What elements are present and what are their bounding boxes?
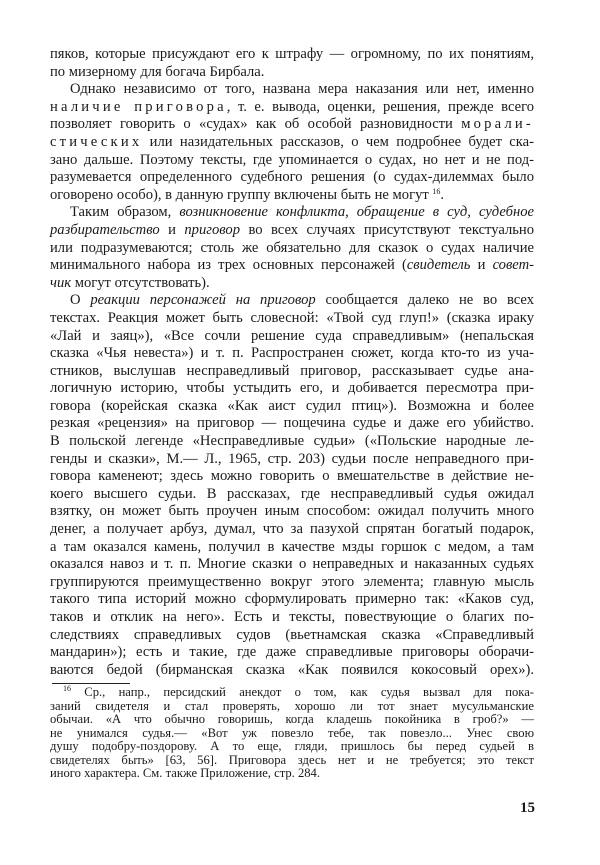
- text-line: [50, 627, 534, 645]
- footnote-line: [50, 713, 534, 727]
- text-line: [50, 398, 534, 416]
- text-segment: Однако независимо от того, названа мера наказания или нет, именно: [70, 81, 534, 98]
- text-line: [50, 609, 534, 627]
- text-line: [50, 310, 534, 328]
- text-line: [50, 187, 534, 205]
- text-line: [50, 433, 534, 451]
- text-segment: сообщается далеко не во всех: [315, 292, 534, 309]
- text-segment: или назидательных рассказов, о чем подробнее будет ска-: [142, 133, 534, 150]
- italic-text: свидетель: [406, 257, 471, 274]
- spaced-text: стических: [50, 133, 143, 150]
- text-line: [50, 46, 534, 64]
- text-segment: обычаи. «А что обычно говоришь, когда кладешь покойника в гроб?» —: [50, 712, 534, 726]
- text-segment: Таким образом,: [70, 204, 180, 221]
- text-line: [50, 415, 534, 433]
- text-line: [50, 169, 534, 187]
- text-segment: и: [470, 257, 493, 274]
- text-line: [50, 486, 534, 504]
- text-line: [50, 99, 534, 117]
- text-line: [50, 257, 534, 275]
- text-segment: стников, выслушав несправедливый приговор, рассказывает судье ана-: [50, 362, 534, 379]
- text-segment: Ср., напр., персидский анекдот о том, как судья вызвал для пока-: [71, 685, 534, 699]
- text-segment: или подразумеваются; столь же обязательно для сказок о судах наличие: [50, 239, 534, 256]
- text-segment: сказка «Чья невеста») и т. п. Распространен сюжет, когда кто-то из уча-: [50, 345, 534, 362]
- text-segment: «Лай и заяц»), «Все сочли решение суда справедливым» (непальская: [50, 327, 534, 344]
- footnote-ref: 16: [63, 684, 71, 693]
- text-segment: взятку, он может быть проучен иным способом: ожидал получить много: [50, 503, 534, 520]
- text-segment: по мизерному для богача Бирбала.: [50, 63, 265, 80]
- text-line: [50, 81, 534, 99]
- footnote-line: [50, 727, 534, 741]
- text-segment: резкая «рецензия» на приговор — пощечина судье и даже его убийство.: [50, 415, 534, 432]
- text-line: [50, 345, 534, 363]
- text-segment: заний свидетеля и стал проверять, хорошо ли тот знает мусульманские: [50, 698, 534, 713]
- text-line: [50, 662, 534, 680]
- text-line: [50, 451, 534, 469]
- footnote-line: [50, 700, 534, 714]
- text-line: [50, 363, 534, 381]
- italic-text: разбирательство: [50, 221, 160, 238]
- text-segment: минимального набора из трех основных персонажей (: [50, 257, 407, 274]
- text-segment: иного характера. См. также Приложение, стр. 284.: [50, 766, 320, 780]
- spaced-text: наличие приговора: [50, 98, 227, 115]
- text-segment: коего высшего судьи. В рассказах, где несправедливый судья ожидал: [50, 485, 534, 502]
- text-segment: текстах. Реакция может быть словесной: «Твой суд глуп!» (сказка ираку: [50, 309, 534, 326]
- text-segment: такого типа историй можно сформулировать примерно так: «Каков суд,: [50, 591, 534, 608]
- italic-text: приговор: [184, 221, 240, 238]
- text-segment: логичную историю, чтобы устыдить его, и добивается пересмотра при-: [50, 380, 534, 397]
- text-line: [50, 521, 534, 539]
- text-segment: группируются преимущественно вокруг этого элемента; главную мысль: [50, 573, 534, 590]
- text-segment: свидетелях быть» [63, 56]. Приговора здесь нет и не требуется; это текст: [50, 752, 534, 767]
- text-segment: и: [159, 221, 185, 238]
- text-segment: могут отсутствовать).: [71, 274, 210, 291]
- text-line: [50, 134, 534, 152]
- footnote-line: [50, 740, 534, 754]
- italic-text: реакции персонажей на приговор: [90, 292, 316, 309]
- text-line: [50, 275, 534, 293]
- text-line: [50, 644, 534, 662]
- text-segment: разумевается определенного судебного решения (о судах-дилеммах было: [50, 169, 534, 186]
- text-segment: душу подобру-поздорову. А то еще, гляди, пришлось бы перед судьей в: [50, 739, 534, 753]
- body-text: [50, 46, 534, 679]
- text-segment: позволяет говорить о «судах» как об особой разновидности: [50, 116, 462, 133]
- footnote-line: [50, 686, 534, 700]
- text-line: [50, 116, 534, 134]
- text-line: [50, 380, 534, 398]
- page-number: 15: [520, 800, 535, 816]
- footnote-ref: 16: [432, 186, 441, 196]
- italic-text: совет-: [492, 257, 534, 274]
- text-segment: генды и сказки», М.— Л., 1965, стр. 203) судьи после неправедного при-: [50, 450, 534, 467]
- text-segment: во всех случаях присутствуют текстуально: [240, 221, 534, 238]
- text-segment: О: [70, 292, 91, 309]
- text-line: [50, 556, 534, 574]
- italic-text: возникновение конфликта, обращение в суд, судебное: [179, 204, 534, 221]
- footnote: [50, 686, 534, 781]
- text-segment: таков и отклик на него». Есть и тексты, повествующие о благих по-: [50, 609, 534, 625]
- text-segment: зано дальше. Поэтому тексты, где упоминается о судах, но нет и не под-: [50, 151, 534, 168]
- text-segment: говора каменеют; здесь можно говорить о вмешательстве в действие не-: [50, 468, 534, 485]
- text-line: [50, 204, 534, 222]
- text-segment: не унимался судья.— «Вот уж повезло тебе, так повезло... Унес свою: [50, 725, 534, 740]
- text-segment: В польской легенде «Несправедливые судьи» («Польские народные ле-: [50, 433, 534, 450]
- spaced-text: морали-: [461, 116, 534, 133]
- text-segment: , т. е. вывода, оценки, решения, прежде всего: [226, 98, 534, 115]
- footnote-line: [50, 754, 534, 768]
- text-line: [50, 591, 534, 609]
- text-segment: оказался навоз и т. п. Многие сказки о неправедных и наказанных судьях: [50, 556, 534, 573]
- italic-text: чик: [50, 274, 72, 291]
- text-segment: а там оказался камень, получил в качестве мзды горшок с медом, а там: [50, 538, 534, 555]
- text-segment: денег, а получает арбуз, думал, что за пазухой спрятан богатый подарок,: [50, 521, 534, 538]
- text-line: [50, 64, 534, 82]
- text-segment: оговорено особо), в данную группу включены быть не могут: [50, 186, 433, 203]
- text-segment: мандарин»); есть и такие, где даже справедливые приговоры оборачи-: [50, 644, 534, 661]
- text-segment: пяков, которые присуждают его к штрафу — огромному, по их понятиям,: [50, 46, 534, 62]
- text-line: [50, 468, 534, 486]
- text-segment: следствиях справедливых судов (вьетнамская сказка «Справедливый: [50, 626, 534, 643]
- text-line: [50, 539, 534, 557]
- text-segment: ваются бедой (бирманская сказка «Как появился кокосовый орех»).: [50, 661, 534, 678]
- text-line: [50, 292, 534, 310]
- footnote-line: [50, 767, 534, 781]
- text-segment: .: [440, 186, 445, 203]
- text-line: [50, 152, 534, 170]
- text-line: [50, 574, 534, 592]
- text-line: [50, 328, 534, 346]
- text-line: [50, 503, 534, 521]
- text-line: [50, 222, 534, 240]
- text-line: [50, 240, 534, 258]
- text-segment: говора (корейская сказка «Как аист судил птиц»). Возможна и более: [50, 397, 534, 414]
